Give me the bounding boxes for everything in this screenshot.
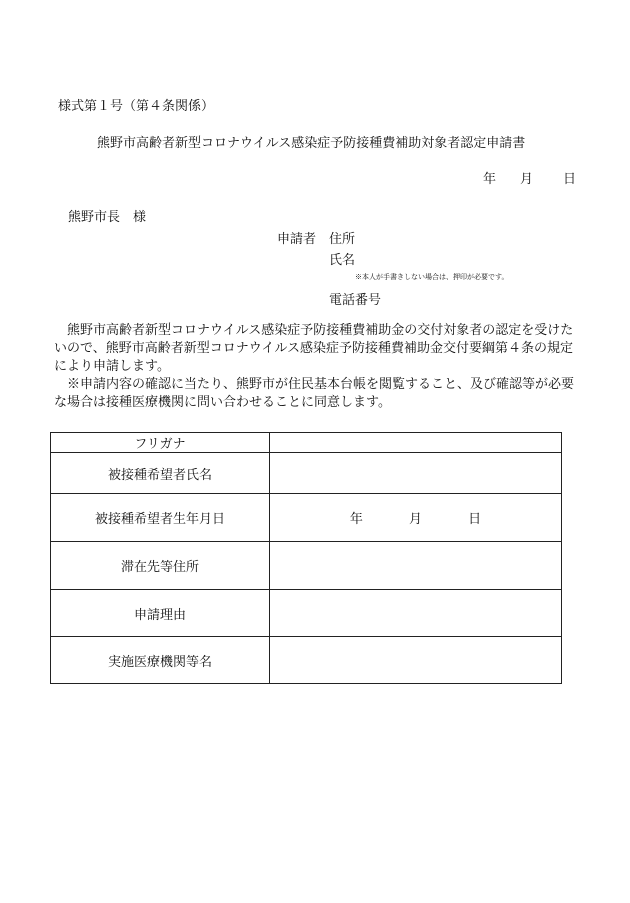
applicant-address-label: 住所 <box>329 232 356 247</box>
application-form-table <box>50 432 562 684</box>
form-number: 様式第１号（第４条関係） <box>58 99 215 114</box>
applicant-label: 申請者 <box>277 232 317 247</box>
reason-label: 申請理由 <box>51 590 270 637</box>
table-row-stay-address <box>51 542 562 590</box>
date-year-label: 年 <box>483 172 497 187</box>
stay-address-field[interactable] <box>270 542 562 590</box>
birth-month-label: 月 <box>408 512 422 527</box>
applicant-name-label: 氏名 <box>329 253 356 268</box>
table-row-reason <box>51 590 562 637</box>
birth-day-label: 日 <box>468 512 482 527</box>
clinic-label: 実施医療機関等名 <box>51 637 270 684</box>
addressee: 熊野市長 様 <box>68 210 147 225</box>
birthdate-field[interactable] <box>270 494 562 542</box>
applicant-phone-label: 電話番号 <box>329 293 382 308</box>
seal-note: ※本人が手書きしない場合は、押印が必要です。 <box>355 273 509 281</box>
birthdate-units <box>350 508 481 527</box>
stay-address-label: 滞在先等住所 <box>51 542 270 590</box>
furigana-field[interactable] <box>270 433 562 453</box>
table-row-clinic <box>51 637 562 684</box>
clinic-field[interactable] <box>270 637 562 684</box>
table-row-furigana <box>51 433 562 453</box>
statement-paragraph-request: 熊野市高齢者新型コロナウイルス感染症予防接種費補助金の交付対象者の認定を受けたいので、熊野市高齢者新型コロナウイルス感染症予防接種費補助金交付要綱第４条の規定により申請します。 <box>54 323 574 374</box>
table-row-birthdate <box>51 494 562 542</box>
furigana-label: フリガナ <box>51 433 270 453</box>
table-row-name <box>51 453 562 494</box>
date-month-label: 月 <box>520 172 534 187</box>
statement-paragraph-consent: ※申請内容の確認に当たり、熊野市が住民基本台帳を閲覧すること、及び確認等が必要な場合は接種医療機関に問い合わせることに同意します。 <box>54 377 575 410</box>
recipient-name-label: 被接種希望者氏名 <box>51 453 270 494</box>
birth-year-label: 年 <box>349 512 363 527</box>
reason-field[interactable] <box>270 590 562 637</box>
document-title: 熊野市高齢者新型コロナウイルス感染症予防接種費補助対象者認定申請書 <box>97 136 526 151</box>
application-statement <box>54 322 578 412</box>
birthdate-label: 被接種希望者生年月日 <box>51 494 270 542</box>
date-day-label: 日 <box>563 172 577 187</box>
recipient-name-field[interactable] <box>270 453 562 494</box>
